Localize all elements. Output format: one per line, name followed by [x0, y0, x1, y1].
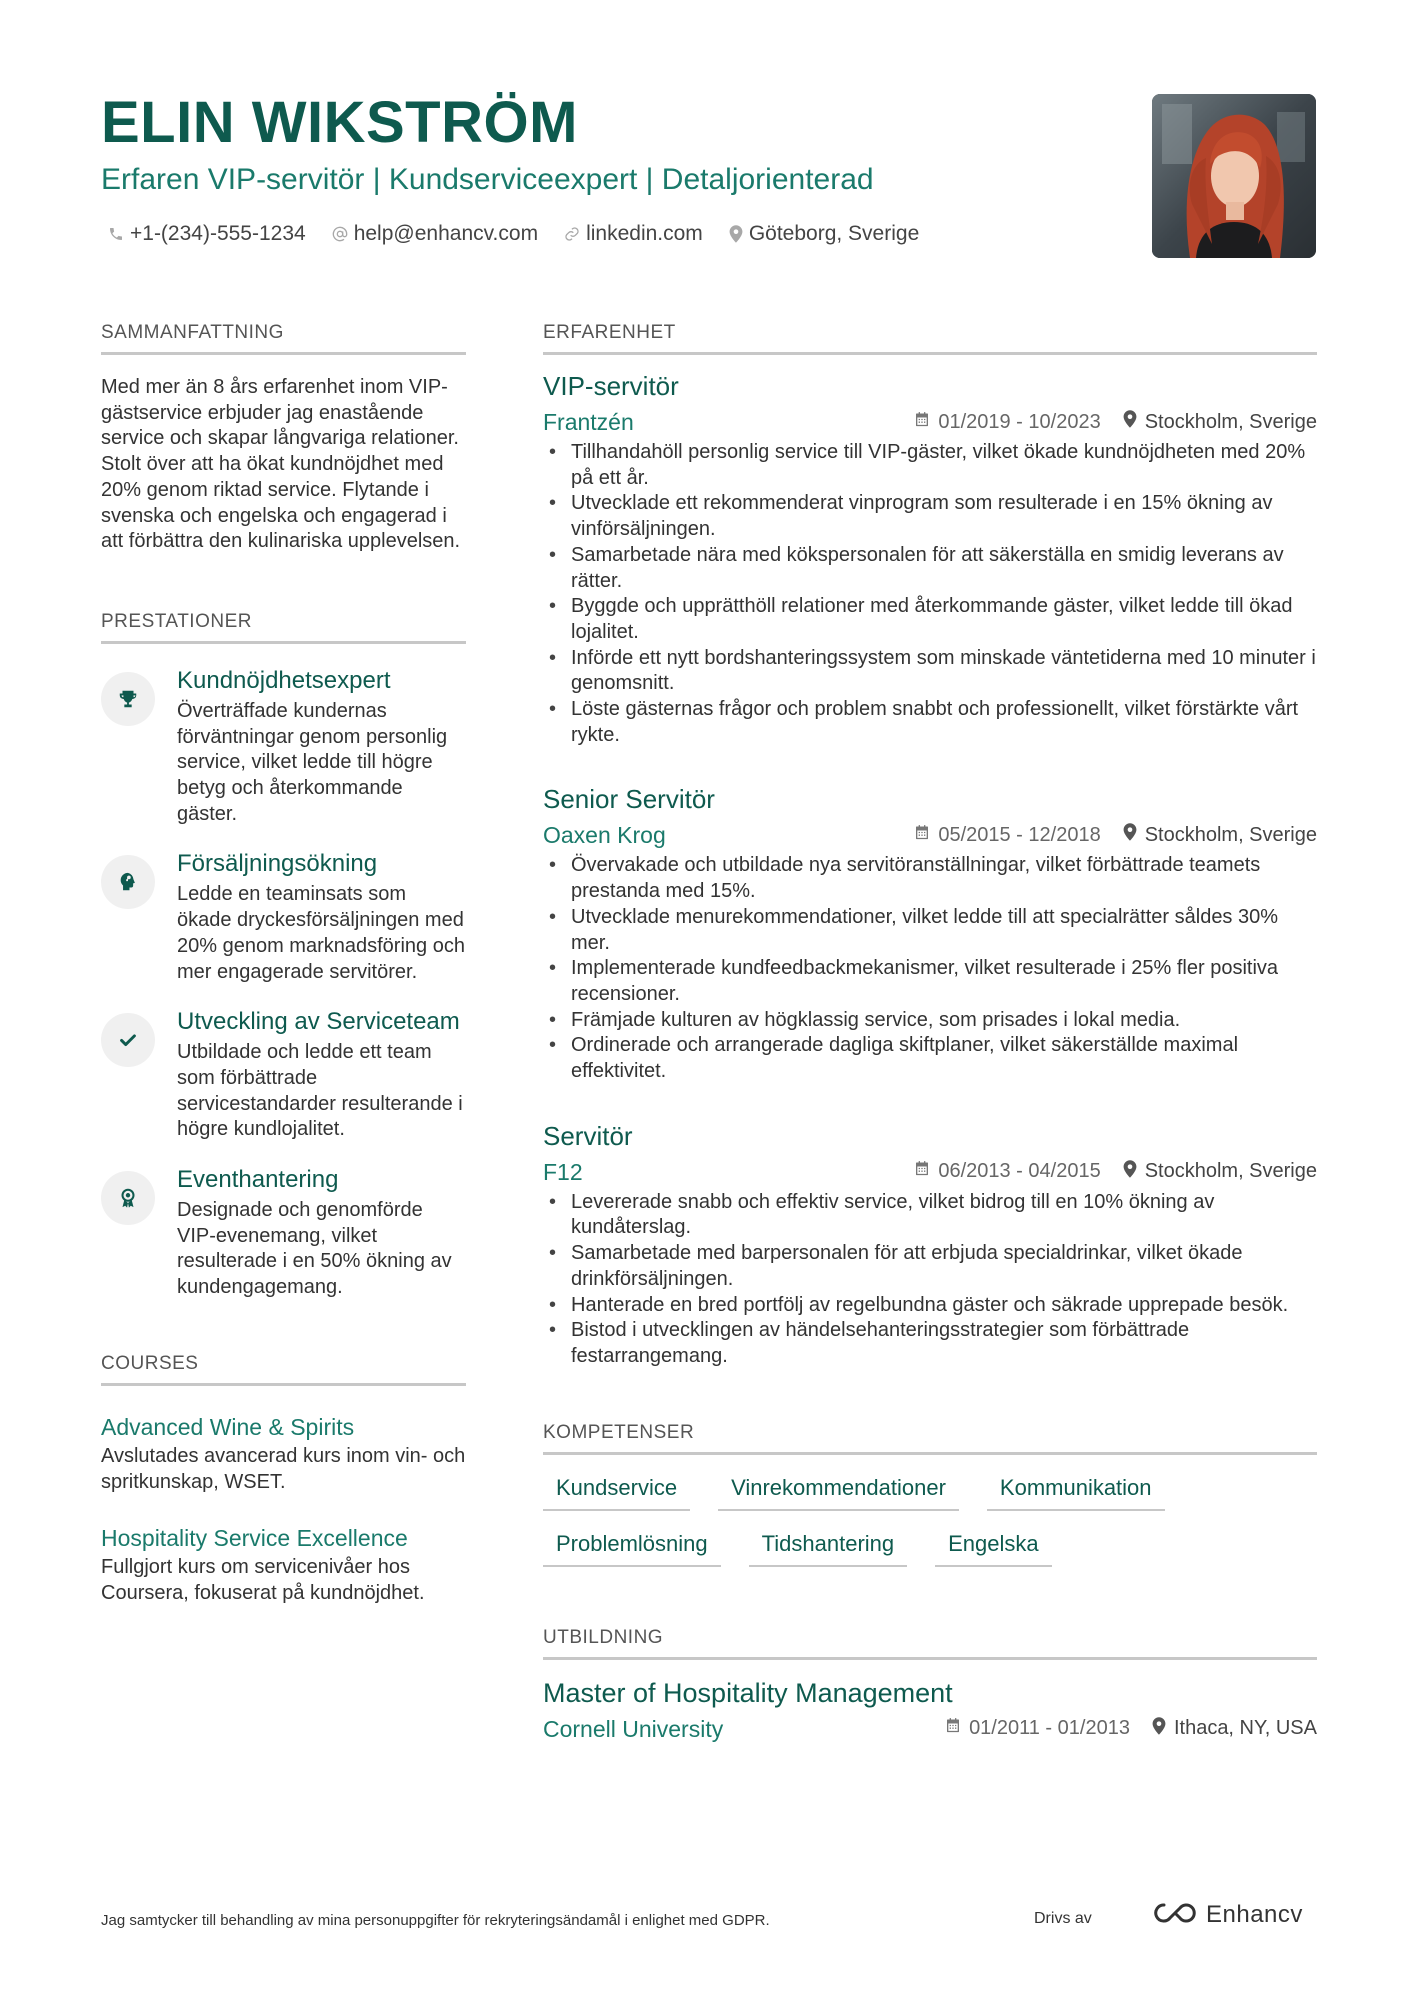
left-column	[101, 320, 466, 1607]
education-heading: UTBILDNING	[543, 1625, 1317, 1660]
skill-tag: Problemlösning	[543, 1529, 721, 1567]
achievement-desc: Utbildade och ledde ett team som förbättrade servicestandarder resulterande i högre kundlojalitet.	[177, 1041, 463, 1141]
bullet-item: • Bistod i utvecklingen av händelsehanteringsstrategier som förbättrade festarrangemang.	[543, 1318, 1317, 1369]
achievement-desc: Överträffade kundernas förväntningar genom personlig service, vilket ledde till högre betyg och återkommande gäster.	[177, 699, 448, 825]
bullet-item: • Implementerade kundfeedbackmekanismer, vilket resulterade i 25% fler positiva recensioner.	[543, 956, 1317, 1007]
email-text: help@enhancv.com	[353, 222, 539, 245]
summary-section	[101, 320, 466, 555]
job-title: Servitör	[543, 1120, 633, 1151]
skills-section	[543, 1420, 1317, 1567]
job-entry	[543, 369, 1317, 748]
contact-bar	[108, 218, 919, 250]
bullet-item: • Byggde och upprätthöll relationer med återkommande gäster, vilket ledde till ökad lojalitet.	[543, 594, 1317, 645]
bullet-item: • Ordinerade och arrangerade dagliga skiftplaner, vilket säkerställde maximal effektivitet.	[543, 1033, 1317, 1084]
achievement-title: Eventhantering	[177, 1166, 339, 1194]
brand-name: Enhancv	[1206, 1901, 1303, 1928]
bullet-item: • Samarbetade nära med kökspersonalen för att säkerställa en smidig leverans av rätter.	[543, 543, 1317, 594]
experience-heading: ERFARENHET	[543, 320, 1317, 355]
course-title: Hospitality Service Excellence	[101, 1525, 408, 1552]
location-pin-icon	[729, 225, 743, 243]
link-icon	[564, 226, 580, 242]
company-name: Frantzén	[543, 409, 634, 435]
achievements-heading: PRESTATIONER	[101, 609, 466, 644]
experience-section	[543, 320, 1317, 1370]
bullet-item: • Främjade kulturen av högklassig service, som prisades i lokal media.	[543, 1008, 1317, 1034]
calendar-icon	[914, 1160, 930, 1183]
skill-tag: Vinrekommendationer	[718, 1473, 959, 1511]
company-name: Oaxen Krog	[543, 822, 666, 849]
phone-icon	[108, 226, 124, 242]
calendar-icon	[945, 1717, 961, 1740]
bullet-item: • Löste gästernas frågor och problem snabbt och professionellt, vilket förstärkte vårt rykte.	[543, 697, 1317, 748]
job-bullets	[543, 853, 1317, 1084]
course-desc: Fullgjort kurs om servicenivåer hos Coursera, fokuserat på kundnöjdhet.	[101, 1556, 425, 1604]
right-column	[543, 320, 1317, 1744]
course-desc: Avslutades avancerad kurs inom vin- och spritkunskap, WSET.	[101, 1444, 466, 1493]
bullet-item: • Utvecklade ett rekommenderat vinprogram som resulterade i en 15% ökning av vinförsäljningen.	[543, 491, 1317, 542]
summary-text: Med mer än 8 års erfarenhet inom VIP-gästservice erbjuder jag enastående service och skapar långvariga relationer. Stolt över att ha ökat kundnöjdhet med 20% genom riktad service. Flytande i svenska och engelska och engagerad i att förbättra den kulinariska upplevelsen.	[101, 376, 461, 553]
job-location: Stockholm, Sverige	[1144, 1160, 1317, 1183]
calendar-icon	[914, 411, 930, 434]
at-icon	[332, 226, 348, 242]
achievement-title: Försäljningsökning	[177, 850, 378, 878]
job-bullets	[543, 1190, 1317, 1370]
award-icon	[101, 1171, 155, 1225]
job-entry	[543, 782, 1317, 1084]
company-name: F12	[543, 1158, 583, 1185]
education-section	[543, 1625, 1317, 1744]
bullet-item: • Hanterade en bred portfölj av regelbundna gäster och säkrade upprepade besök.	[543, 1293, 1317, 1319]
bullet-item: • Levererade snabb och effektiv service, vilket bidrog till en 10% ökning av kundåterslag.	[543, 1190, 1317, 1241]
phone-text: +1-(234)-555-1234	[130, 222, 306, 245]
contact-email[interactable]	[332, 218, 538, 250]
job-dates: 05/2015 - 12/2018	[938, 823, 1101, 846]
job-title: Senior Servitör	[543, 784, 715, 815]
skill-tag: Kundservice	[543, 1473, 690, 1511]
achievement-item	[101, 1165, 466, 1301]
courses-heading: COURSES	[101, 1351, 466, 1386]
location-text: Göteborg, Sverige	[748, 222, 920, 245]
course-title: Advanced Wine & Spirits	[101, 1413, 355, 1440]
school-name: Cornell University	[543, 1715, 724, 1742]
skills-heading: KOMPETENSER	[543, 1420, 1317, 1455]
skill-tag: Engelska	[935, 1529, 1052, 1567]
skills-list	[543, 1473, 1243, 1567]
achievement-desc: Ledde en teaminsats som ökade dryckesförsäljningen med 20% genom marknadsföring och mer engagerade servitörer.	[177, 883, 465, 983]
achievement-item	[101, 1007, 466, 1143]
bullet-item: • Tillhandahöll personlig service till VIP-gäster, vilket ökade kundnöjdheten med 20% på ett år.	[543, 440, 1317, 491]
job-entry	[543, 1119, 1317, 1370]
bullet-item: • Införde ett nytt bordshanteringssystem som minskade väntetiderna med 10 minuter i genomsnitt.	[543, 646, 1317, 697]
course-item	[101, 1412, 466, 1495]
candidate-name: ELIN WIKSTRÖM	[101, 90, 578, 155]
job-location: Stockholm, Sverige	[1144, 823, 1317, 846]
candidate-headline: Erfaren VIP-servitör | Kundserviceexpert | Detaljorienterad	[101, 163, 874, 196]
location-pin-icon	[1123, 1160, 1137, 1184]
powered-by-label: Drivs av	[1034, 1910, 1092, 1927]
location-pin-icon	[1123, 410, 1137, 434]
brand-logo[interactable]	[1152, 1900, 1303, 1930]
course-item	[101, 1523, 466, 1606]
location-pin-icon	[1152, 1717, 1166, 1741]
check-icon	[101, 1013, 155, 1067]
bullet-item: • Övervakade och utbildade nya servitöranställningar, vilket förbättrade teamets prestanda med 15%.	[543, 853, 1317, 904]
job-dates: 01/2019 - 10/2023	[938, 410, 1101, 433]
education-location: Ithaca, NY, USA	[1173, 1717, 1317, 1740]
trophy-icon	[101, 672, 155, 726]
contact-phone[interactable]	[108, 218, 306, 250]
job-dates: 06/2013 - 04/2015	[938, 1160, 1101, 1183]
calendar-icon	[914, 824, 930, 847]
skill-tag: Tidshantering	[749, 1529, 907, 1567]
education-dates: 01/2011 - 01/2013	[969, 1717, 1130, 1740]
contact-location	[729, 218, 919, 250]
job-bullets	[543, 440, 1317, 748]
bullet-item: • Utvecklade menurekommendationer, vilket ledde till att specialrätter såldes 30% mer.	[543, 905, 1317, 956]
skill-tag: Kommunikation	[987, 1473, 1165, 1511]
job-title: VIP-servitör	[543, 371, 679, 401]
contact-linkedin[interactable]	[564, 218, 703, 250]
gdpr-consent: Jag samtycker till behandling av mina personuppgifter för rekryteringsändamål i enlighet med GDPR.	[101, 1912, 770, 1929]
achievement-title: Kundnöjdhetsexpert	[177, 666, 391, 694]
achievements-section	[101, 609, 466, 1301]
achievement-item	[101, 666, 466, 828]
degree-title: Master of Hospitality Management	[543, 1677, 953, 1708]
achievement-desc: Designade och genomförde VIP-evenemang, vilket resulterade i en 50% ökning av kundengagemang.	[177, 1199, 452, 1299]
job-location: Stockholm, Sverige	[1144, 410, 1317, 433]
infinity-logo-icon	[1152, 1901, 1198, 1930]
bullet-item: • Samarbetade med barpersonalen för att erbjuda specialdrinkar, vilket ökade drinkförsäljningen.	[543, 1241, 1317, 1292]
profile-photo	[1152, 94, 1316, 258]
head-icon	[101, 855, 155, 909]
summary-heading: SAMMANFATTNING	[101, 320, 466, 355]
linkedin-text: linkedin.com	[586, 222, 703, 245]
achievement-title: Utveckling av Serviceteam	[177, 1008, 460, 1036]
location-pin-icon	[1123, 823, 1137, 847]
achievement-item	[101, 849, 466, 985]
courses-section	[101, 1351, 466, 1607]
